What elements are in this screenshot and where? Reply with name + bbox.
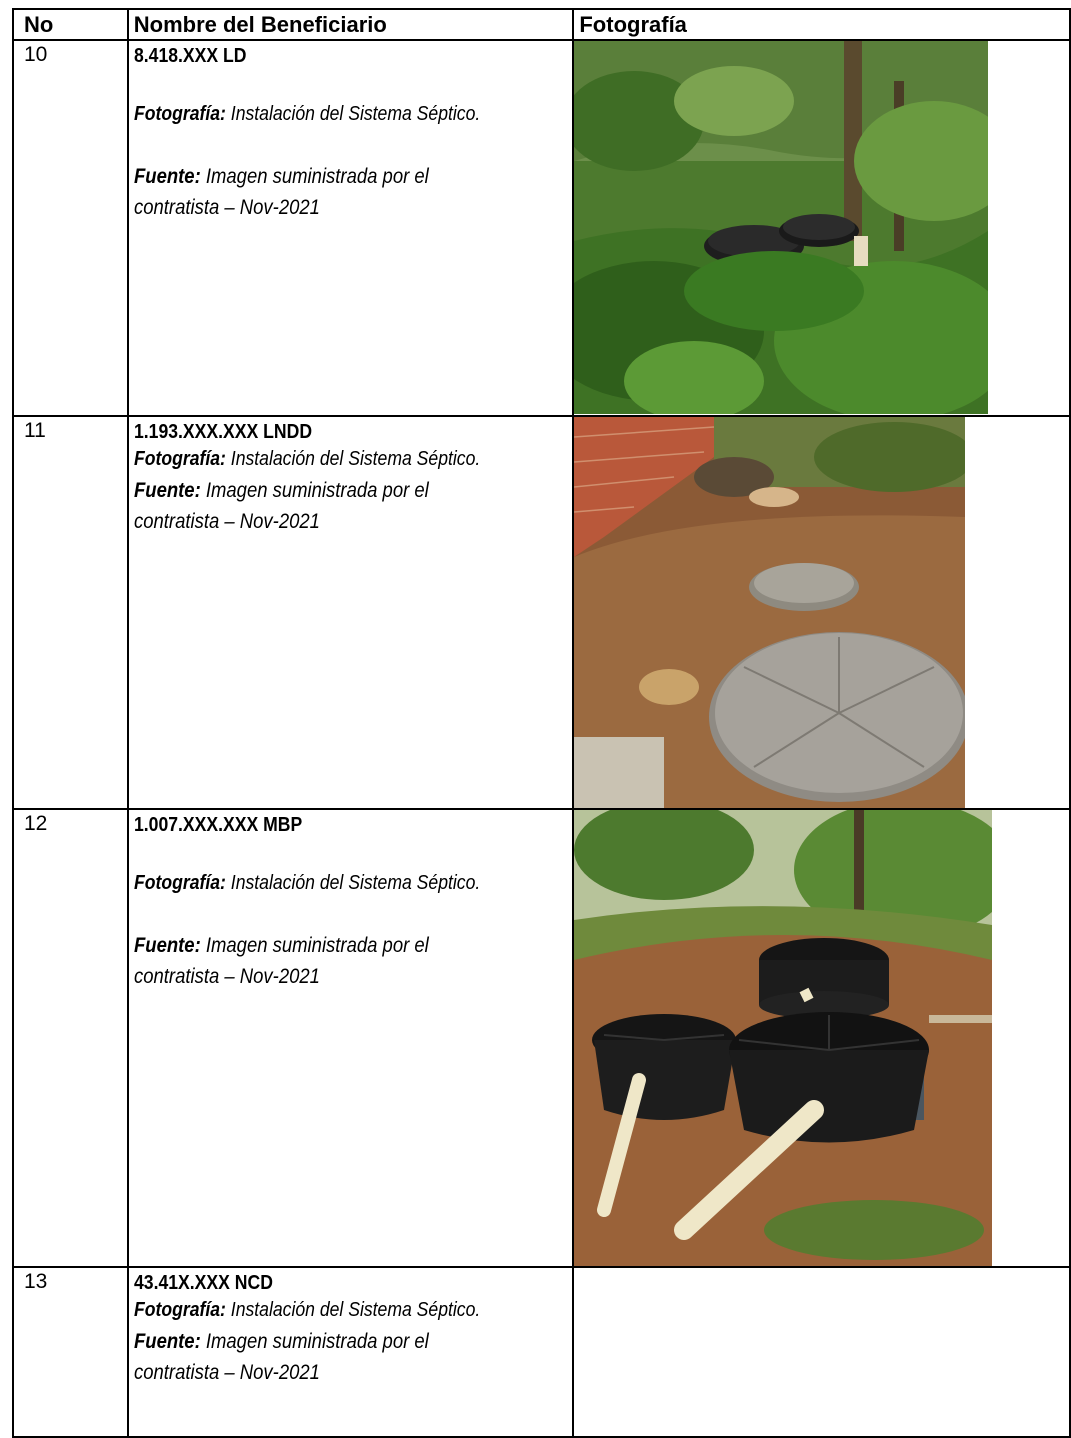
beneficiary-id: 1.193.XXX.XXX LNDD	[133, 421, 312, 443]
header-beneficiary-name: Nombre del Beneficiario	[128, 9, 574, 40]
photo-caption	[134, 99, 504, 130]
photo-caption	[134, 444, 504, 475]
table-row	[13, 1267, 1070, 1437]
beneficiary-id: 8.418.XXX LD	[133, 45, 247, 67]
source-caption	[134, 1326, 504, 1388]
photo-caption-label: Fotografía:	[133, 1299, 226, 1321]
header-photo: Fotografía	[573, 9, 1070, 40]
source-caption-label: Fuente:	[133, 479, 201, 502]
source-caption-text: Imagen suministrada por el contratista – Nov-2021	[133, 479, 429, 533]
row-number: 10	[13, 40, 128, 416]
table-row	[13, 416, 1070, 809]
photo-caption-text: Instalación del Sistema Séptico.	[230, 872, 481, 894]
photo-caption-text: Instalación del Sistema Séptico.	[230, 448, 481, 470]
photo-caption	[134, 868, 504, 899]
source-caption-label: Fuente:	[133, 165, 201, 188]
beneficiary-info	[128, 809, 574, 1267]
table-header-row	[13, 9, 1070, 40]
photo-caption-label: Fotografía:	[133, 872, 226, 894]
source-caption	[134, 930, 504, 992]
source-caption-text: Imagen suministrada por el contratista – Nov-2021	[133, 934, 429, 988]
source-caption-text: Imagen suministrada por el contratista – Nov-2021	[133, 1330, 429, 1384]
photo-caption-label: Fotografía:	[133, 448, 226, 470]
beneficiary-id: 1.007.XXX.XXX MBP	[133, 814, 303, 836]
row-number: 11	[13, 416, 128, 809]
photo-caption-text: Instalación del Sistema Séptico.	[230, 1299, 481, 1321]
beneficiary-info	[128, 1267, 574, 1437]
septic-tanks-vegetation-photo	[574, 41, 988, 414]
photo-cell	[573, 809, 1070, 1267]
beneficiary-table	[12, 8, 1071, 1438]
header-no: No	[13, 9, 128, 40]
septic-lids-dirt-photo	[574, 417, 965, 808]
source-caption-text: Imagen suministrada por el contratista – Nov-2021	[133, 165, 429, 219]
source-caption-label: Fuente:	[133, 934, 201, 957]
source-caption	[134, 475, 504, 537]
row-number: 13	[13, 1267, 128, 1437]
table-row	[13, 809, 1070, 1267]
beneficiary-id: 43.41X.XXX NCD	[133, 1272, 273, 1294]
photo-caption	[134, 1295, 504, 1326]
black-septic-tanks-photo	[574, 810, 992, 1266]
photo-caption-label: Fotografía:	[133, 103, 226, 125]
photo-cell	[573, 40, 1070, 416]
photo-cell-empty	[573, 1267, 1070, 1437]
source-caption	[134, 161, 504, 223]
photo-caption-text: Instalación del Sistema Séptico.	[230, 103, 481, 125]
row-number: 12	[13, 809, 128, 1267]
photo-cell	[573, 416, 1070, 809]
table-row	[13, 40, 1070, 416]
beneficiary-info	[128, 416, 574, 809]
source-caption-label: Fuente:	[133, 1330, 201, 1353]
beneficiary-info	[128, 40, 574, 416]
